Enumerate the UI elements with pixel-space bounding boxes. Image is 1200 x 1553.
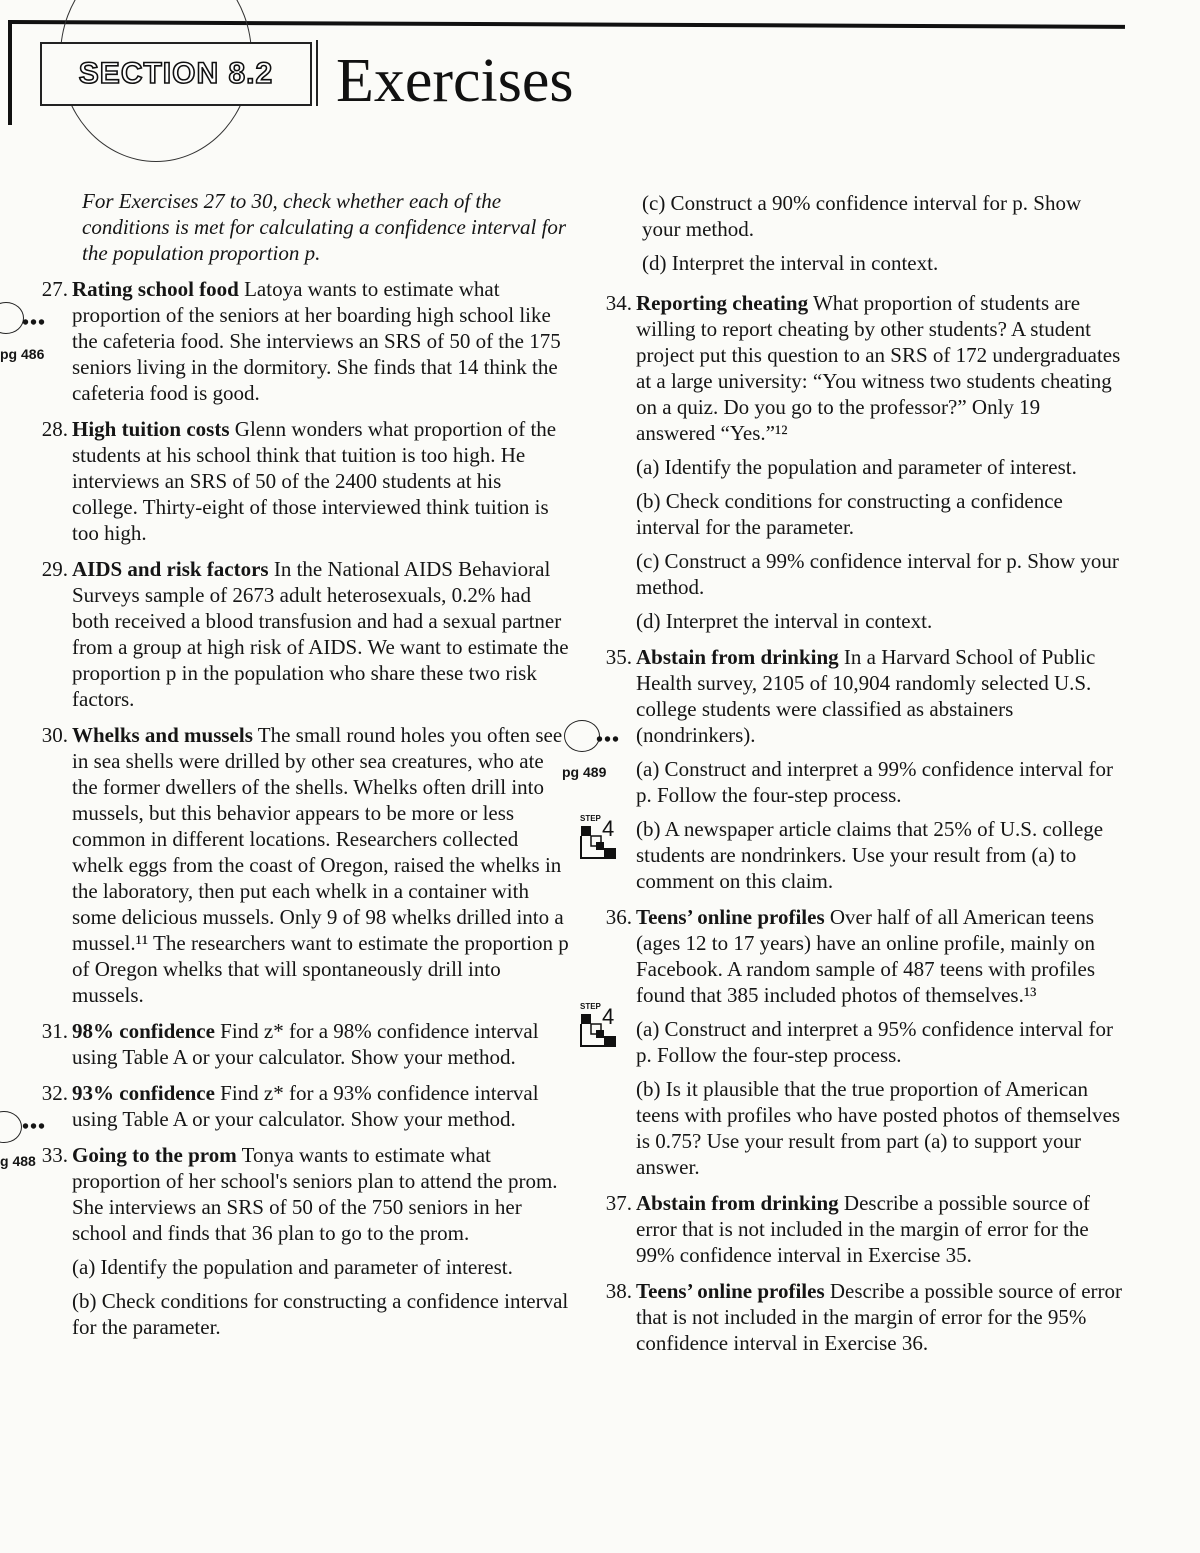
exercises-intro: For Exercises 27 to 30, check whether each of the conditions is met for calculating a confidence interval for the population proportion p. xyxy=(82,189,567,265)
exercise-number: 31. xyxy=(41,1019,68,1043)
exercise-part: (c) Construct a 90% confidence interval for p. Show your method. xyxy=(642,191,1082,241)
exercise-text: Find z* for a 98% confidence interval using Table A or your calculator. Show your method. xyxy=(72,1019,539,1069)
four-step-icon xyxy=(578,1000,620,1050)
exercise-title: Abstain from drinking xyxy=(636,1191,839,1215)
page-ref-488: g 488 xyxy=(0,1153,36,1169)
exercise-38 xyxy=(605,1278,1124,1356)
exercise-29 xyxy=(41,556,572,712)
exercise-number: 33. xyxy=(41,1143,68,1167)
exercise-34 xyxy=(605,290,1124,634)
dots-marker: ••• xyxy=(22,1116,47,1138)
exercise-37 xyxy=(605,1190,1124,1268)
exercise-title: Whelks and mussels xyxy=(72,723,253,747)
step-label: STEP xyxy=(580,814,601,823)
exercise-text: Over half of all American teens (ages 12 to 17 years) have an online profile, mainly on Facebook. A random sample of 487 teens with profiles found that 385 included photos of themselves.¹³ xyxy=(636,905,1095,1007)
exercise-part: (b) A newspaper article claims that 25% of U.S. college students are nondrinkers. Use your result from (a) to comment on this claim. xyxy=(636,817,1104,893)
dots-marker: ••• xyxy=(596,729,621,751)
exercise-title: Reporting cheating xyxy=(636,291,809,315)
exercise-part: (a) Construct and interpret a 95% confidence interval for p. Follow the four-step process. xyxy=(636,1017,1113,1067)
exercise-part: (a) Construct and interpret a 99% confidence interval for p. Follow the four-step process. xyxy=(636,757,1113,807)
exercise-text: Describe a possible source of error that is not included in the margin of error for the 95% confidence interval in Exercise 36. xyxy=(636,1279,1123,1355)
page-ref-486: pg 486 xyxy=(0,346,45,362)
exercise-number: 36. xyxy=(605,905,632,929)
exercise-number: 35. xyxy=(605,645,632,669)
exercise-number: 34. xyxy=(605,291,632,315)
page-title: Exercises xyxy=(336,47,574,115)
exercise-text: The small round holes you often see in sea shells were drilled by other sea creatures, who ate the former dwellers of the shells. Whelks often drill into mussels, but this behavior appears to be more or less common in different locations. Researchers collected whelk eggs from the coast of Oregon, raised the whelks in the laboratory, then put each whelk in a container with some delicious mussels. Only 9 of 98 whelks drilled into a mussel.¹¹ The researchers want to estimate the proportion p of Oregon whelks that will spontaneously drill into mussels. xyxy=(72,723,569,1007)
exercise-title: Teens’ online profiles xyxy=(636,1279,825,1303)
exercise-number: 29. xyxy=(41,557,68,581)
exercise-36 xyxy=(605,904,1124,1180)
exercise-part: (b) Is it plausible that the true proportion of American teens with profiles who have posted photos of themselves is 0.75? Use your result from part (a) to support your answer. xyxy=(636,1077,1121,1179)
exercise-text: In a Harvard School of Public Health survey, 2105 of 10,904 randomly selected U.S. college students were classified as abstainers (nondrinkers). xyxy=(636,645,1096,747)
exercise-27 xyxy=(41,276,572,406)
step-number: 4 xyxy=(602,816,615,841)
page-ref-489: pg 489 xyxy=(562,764,607,780)
exercise-32 xyxy=(41,1080,572,1132)
section-badge xyxy=(40,42,312,106)
exercise-text: Describe a possible source of error that is not included in the margin of error for the 99% confidence interval in Exercise 35. xyxy=(636,1191,1091,1267)
exercise-28 xyxy=(41,416,572,546)
exercise-number: 30. xyxy=(41,723,68,747)
exercise-30 xyxy=(41,722,572,1008)
section-label: SECTION 8.2 xyxy=(78,57,274,90)
exercise-part: (d) Interpret the interval in context. xyxy=(636,609,933,633)
exercise-part: (d) Interpret the interval in context. xyxy=(642,251,939,275)
right-column xyxy=(605,190,1124,1366)
exercise-text: What proportion of students are willing to report cheating by other students? A student project put this question to an SRS of 172 undergraduates at a large university: “You witness two students cheating on a quiz. Do you go to the professor?” Only 19 answered “Yes.”¹² xyxy=(636,291,1121,445)
exercise-part: (b) Check conditions for constructing a confidence interval for the parameter. xyxy=(72,1289,569,1339)
four-step-icon xyxy=(578,812,620,862)
exercise-title: Teens’ online profiles xyxy=(636,905,825,929)
exercise-number: 38. xyxy=(605,1279,632,1303)
step-label: STEP xyxy=(580,1002,601,1011)
exercise-number: 28. xyxy=(41,417,68,441)
exercise-title: 93% confidence xyxy=(72,1081,215,1105)
exercise-part: (a) Identify the population and parameter of interest. xyxy=(72,1255,513,1279)
step-number: 4 xyxy=(602,1004,615,1029)
exercise-35 xyxy=(605,644,1124,894)
exercise-part: (b) Check conditions for constructing a confidence interval for the parameter. xyxy=(636,489,1063,539)
exercise-part: (c) Construct a 99% confidence interval for p. Show your method. xyxy=(636,549,1119,599)
exercise-33 xyxy=(41,1142,572,1340)
header-left-rule xyxy=(8,20,12,125)
exercise-part: (a) Identify the population and parameter of interest. xyxy=(636,455,1077,479)
left-column xyxy=(41,188,572,1350)
exercise-number: 27. xyxy=(41,277,68,301)
exercise-title: Rating school food xyxy=(72,277,239,301)
header-divider xyxy=(316,40,318,106)
example-ring-icon xyxy=(0,1111,22,1143)
exercise-title: AIDS and risk factors xyxy=(72,557,269,581)
exercise-text: In the National AIDS Behavioral Surveys sample of 2673 adult heterosexuals, 0.2% had both received a blood transfusion and had a sexual partner from a group at high risk of AIDS. We want to estimate the proportion p in the population who share these two risk factors. xyxy=(72,557,569,711)
exercise-number: 32. xyxy=(41,1081,68,1105)
dots-marker: ••• xyxy=(22,312,47,334)
exercise-title: Going to the prom xyxy=(72,1143,237,1167)
exercise-text: Find z* for a 93% confidence interval using Table A or your calculator. Show your method. xyxy=(72,1081,539,1131)
exercise-title: 98% confidence xyxy=(72,1019,215,1043)
exercise-title: Abstain from drinking xyxy=(636,645,839,669)
exercise-text: Latoya wants to estimate what proportion of the seniors at her boarding high school like the cafeteria food. She interviews an SRS of 50 of the 175 seniors living in the dormitory. She finds that 14 think the cafeteria food is good. xyxy=(72,277,561,405)
exercise-title: High tuition costs xyxy=(72,417,230,441)
exercise-number: 37. xyxy=(605,1191,632,1215)
exercise-text: Tonya wants to estimate what proportion of her school's seniors plan to attend the prom. She interviews an SRS of 50 of the 750 seniors in her school and finds that 36 plan to go to the prom. xyxy=(72,1143,558,1245)
example-ring-icon xyxy=(0,302,24,334)
exercise-text: Glenn wonders what proportion of the students at his school think that tuition is too high. He interviews an SRS of 50 of the 2400 students at his college. Thirty-eight of those interviewed think tuition is too high. xyxy=(72,417,557,545)
exercise-31 xyxy=(41,1018,572,1070)
